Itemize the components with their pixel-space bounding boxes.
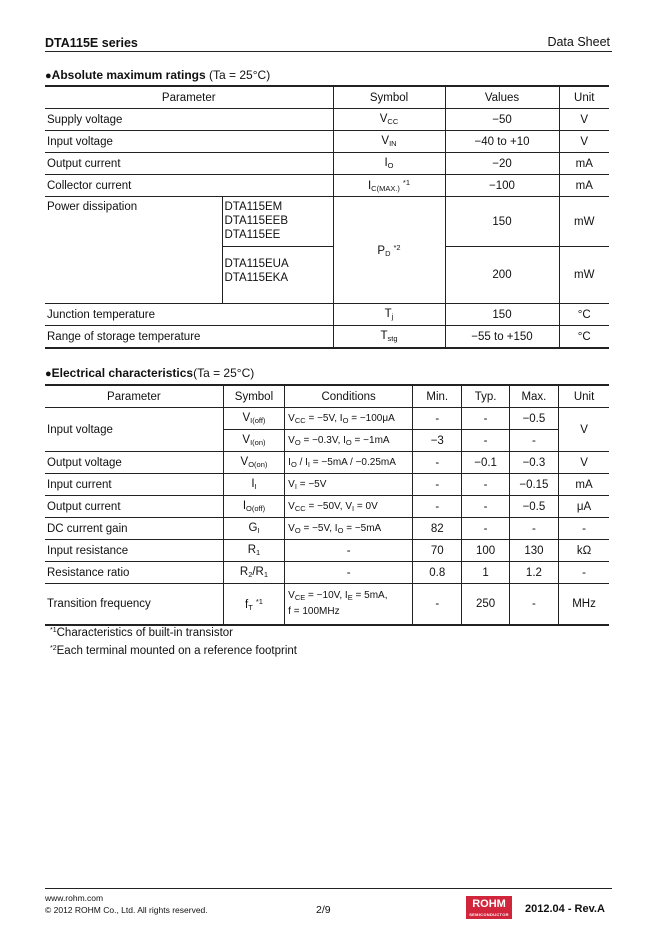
- vi-off-typ: -: [462, 408, 509, 430]
- table-row: [45, 131, 609, 153]
- vi-on-symbol: $V_{I(on)}$: [223, 430, 284, 452]
- rohm-logo: ROHM SEMICONDUCTOR: [466, 896, 512, 919]
- power-value-2: 200: [445, 247, 559, 304]
- amr-condition: (Ta = 25°C): [209, 68, 271, 82]
- part-number: DTA115EUA: [224, 258, 289, 270]
- unit-cell: V: [559, 452, 609, 474]
- value-cell: −20: [445, 153, 559, 175]
- unit-cell: °C: [559, 326, 609, 349]
- param-cell: DC current gain: [45, 518, 223, 540]
- power-value-1: 150: [445, 197, 559, 247]
- typ-cell: −0.1: [462, 452, 509, 474]
- symbol-cell: $I_I$: [223, 474, 284, 496]
- bullet-icon: ●: [45, 70, 52, 82]
- cond-cell: $V_{CC} = -50V$, $V_I = 0V$: [285, 496, 413, 518]
- transition-unit: MHz: [559, 584, 609, 626]
- power-unit-2: mW: [559, 247, 609, 304]
- typ-cell: -: [462, 474, 509, 496]
- footer-rule: [45, 888, 612, 889]
- table-header-row: [45, 385, 609, 408]
- value-cell: −100: [445, 175, 559, 197]
- table-row: [45, 153, 609, 175]
- col-header-symbol: Symbol: [333, 86, 445, 109]
- col-header-parameter: Parameter: [45, 385, 223, 408]
- table-row: [45, 474, 609, 496]
- doc-type: Data Sheet: [547, 35, 610, 49]
- typ-cell: -: [462, 518, 509, 540]
- symbol-cell: $T_{stg}$: [333, 326, 445, 349]
- min-cell: 70: [413, 540, 462, 562]
- param-cell: Resistance ratio: [45, 562, 223, 584]
- table-row: [45, 496, 609, 518]
- min-cell: -: [413, 496, 462, 518]
- cond-cell: $V_O = -5V$, $I_O = -5mA$: [285, 518, 413, 540]
- max-cell: 130: [509, 540, 558, 562]
- transition-symbol: $f_T^{*1}$: [223, 584, 284, 626]
- min-cell: 82: [413, 518, 462, 540]
- param-cell: Junction temperature: [45, 304, 333, 326]
- input-voltage-unit: V: [559, 408, 609, 452]
- table-row: [45, 518, 609, 540]
- unit-cell: mA: [559, 153, 609, 175]
- table-header-row: [45, 86, 609, 109]
- transition-param: Transition frequency: [45, 584, 223, 626]
- ec-section-title: [45, 366, 254, 380]
- unit-cell: μA: [559, 496, 609, 518]
- value-cell: −40 to +10: [445, 131, 559, 153]
- footer-url[interactable]: www.rohm.com: [45, 893, 104, 903]
- transition-max: -: [509, 584, 558, 626]
- unit-cell: -: [559, 518, 609, 540]
- table-row: [45, 562, 609, 584]
- col-header-typ: Typ.: [462, 385, 509, 408]
- min-cell: -: [413, 452, 462, 474]
- col-header-max: Max.: [509, 385, 558, 408]
- value-cell: 150: [445, 304, 559, 326]
- electrical-characteristics-table: [45, 384, 609, 626]
- symbol-cell: $I_O$: [333, 153, 445, 175]
- cond-cell: -: [285, 540, 413, 562]
- cond-cell: $V_I = -5V$: [285, 474, 413, 496]
- param-cell: Collector current: [45, 175, 333, 197]
- col-header-min: Min.: [413, 385, 462, 408]
- unit-cell: mA: [559, 474, 609, 496]
- col-header-symbol: Symbol: [223, 385, 284, 408]
- param-cell: Supply voltage: [45, 109, 333, 131]
- power-unit-1: mW: [559, 197, 609, 247]
- amr-title: Absolute maximum ratings: [51, 68, 206, 82]
- cond-cell: $I_O / I_I = -5mA / -0.25mA$: [285, 452, 413, 474]
- transition-typ: 250: [462, 584, 509, 626]
- min-cell: -: [413, 474, 462, 496]
- part-number: DTA115EM: [224, 201, 283, 213]
- param-cell: Output voltage: [45, 452, 223, 474]
- unit-cell: -: [559, 562, 609, 584]
- transition-frequency-row: [45, 584, 609, 626]
- vi-off-max: −0.5: [509, 408, 558, 430]
- symbol-cell: $T_j$: [333, 304, 445, 326]
- absolute-max-ratings-table: [45, 85, 609, 349]
- col-header-conditions: Conditions: [285, 385, 413, 408]
- header-rule: [45, 51, 612, 52]
- bullet-icon: ●: [45, 368, 52, 380]
- transition-min: -: [413, 584, 462, 626]
- table-row: [45, 175, 609, 197]
- col-header-parameter: Parameter: [45, 86, 333, 109]
- max-cell: 1.2: [509, 562, 558, 584]
- series-title: DTA115E series: [45, 36, 138, 50]
- symbol-cell: $V_{O(on)}$: [223, 452, 284, 474]
- revision: 2012.04 - Rev.A: [525, 903, 605, 915]
- symbol-cell: $V_{IN}$: [333, 131, 445, 153]
- part-number: DTA115EKA: [224, 272, 288, 284]
- power-group2: [222, 247, 333, 304]
- symbol-cell: $G_I$: [223, 518, 284, 540]
- note-1: $^{*1}$Characteristics of built-in transistor: [50, 627, 234, 639]
- table-row: [45, 109, 609, 131]
- power-symbol: $P_D^{*2}$: [333, 197, 445, 304]
- value-cell: −55 to +150: [445, 326, 559, 349]
- unit-cell: kΩ: [559, 540, 609, 562]
- unit-cell: mA: [559, 175, 609, 197]
- input-voltage-row-off: [45, 408, 609, 430]
- vi-on-max: -: [509, 430, 558, 452]
- symbol-cell: $I_{O(off)}$: [223, 496, 284, 518]
- unit-cell: V: [559, 109, 609, 131]
- footer-copyright: © 2012 ROHM Co., Ltd. All rights reserved.: [45, 905, 208, 915]
- typ-cell: 1: [462, 562, 509, 584]
- param-cell: Input current: [45, 474, 223, 496]
- power-param: Power dissipation: [45, 197, 222, 304]
- power-group1: [222, 197, 333, 247]
- max-cell: -: [509, 518, 558, 540]
- part-number: DTA115EEB: [224, 215, 288, 227]
- param-cell: Range of storage temperature: [45, 326, 333, 349]
- page-number: 2/9: [316, 904, 331, 916]
- unit-cell: °C: [559, 304, 609, 326]
- min-cell: 0.8: [413, 562, 462, 584]
- symbol-cell: $R_1$: [223, 540, 284, 562]
- symbol-cell: $V_{CC}$: [333, 109, 445, 131]
- param-cell: Input resistance: [45, 540, 223, 562]
- table-row: [45, 304, 609, 326]
- amr-section-title: [45, 68, 270, 82]
- vi-on-cond: $V_O = -0.3V$, $I_O = -1mA$: [285, 430, 413, 452]
- value-cell: −50: [445, 109, 559, 131]
- vi-off-symbol: $V_{I(off)}$: [223, 408, 284, 430]
- transition-cond: $V_{CE} = -10V$, $I_E = 5mA$, f = 100MHz: [285, 584, 413, 626]
- note-2: $^{*2}$Each terminal mounted on a reference footprint: [50, 645, 297, 657]
- typ-cell: 100: [462, 540, 509, 562]
- ec-title: Electrical characteristics: [51, 366, 194, 380]
- col-header-values: Values: [445, 86, 559, 109]
- col-header-unit: Unit: [559, 86, 609, 109]
- unit-cell: V: [559, 131, 609, 153]
- vi-on-min: −3: [413, 430, 462, 452]
- table-row: [45, 540, 609, 562]
- table-row: [45, 326, 609, 349]
- table-row: [45, 452, 609, 474]
- vi-on-typ: -: [462, 430, 509, 452]
- ec-condition: (Ta = 25°C): [193, 366, 255, 380]
- typ-cell: -: [462, 496, 509, 518]
- max-cell: −0.3: [509, 452, 558, 474]
- max-cell: −0.5: [509, 496, 558, 518]
- vi-off-cond: $V_{CC} = -5V$, $I_O = -100\mu A$: [285, 408, 413, 430]
- power-row-1: [45, 197, 609, 247]
- param-cell: Input voltage: [45, 131, 333, 153]
- vi-off-min: -: [413, 408, 462, 430]
- part-number: DTA115EE: [224, 229, 281, 241]
- param-cell: Output current: [45, 496, 223, 518]
- col-header-unit: Unit: [559, 385, 609, 408]
- cond-cell: -: [285, 562, 413, 584]
- input-voltage-param: Input voltage: [45, 408, 223, 452]
- symbol-cell: $I_{C(MAX.)}^{*1}$: [333, 175, 445, 197]
- param-cell: Output current: [45, 153, 333, 175]
- max-cell: −0.15: [509, 474, 558, 496]
- symbol-cell: $R_2/R_1$: [223, 562, 284, 584]
